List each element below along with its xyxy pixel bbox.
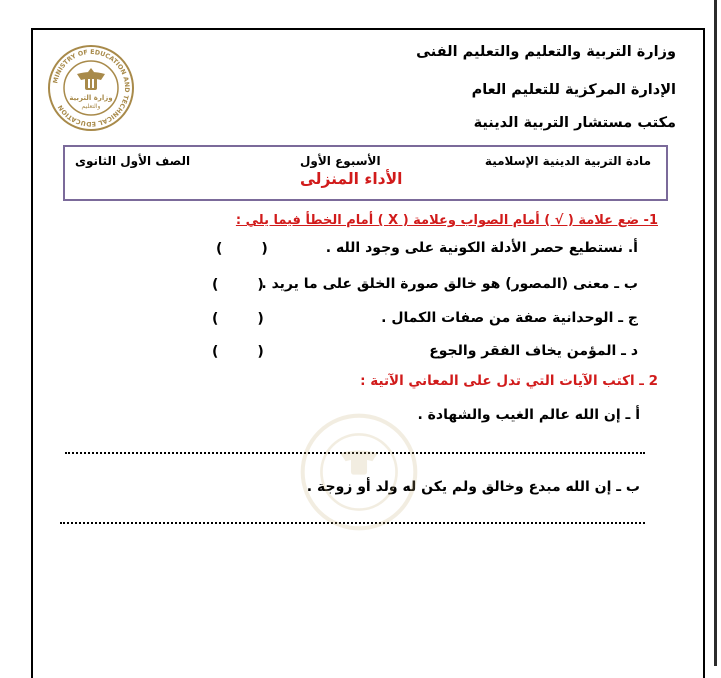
q1-item-d: د ـ المؤمن يخاف الفقر والجوع <box>429 343 638 359</box>
q2-item-b: ب ـ إن الله مبدع وخالق ولم يكن له ولد أو زوجة . <box>306 479 640 495</box>
svg-text:والتعليم: والتعليم <box>81 103 101 110</box>
q2-item-a: أ ـ إن الله عالم الغيب والشهادة . <box>417 407 640 423</box>
watermark-eagle-icon <box>340 451 378 475</box>
ministry-logo <box>47 44 135 132</box>
q1-heading: 1- ضع علامة ( √ ) أمام الصواب وعلامة ( X ) أمام الخطأ فيما يلي : <box>235 213 658 228</box>
svg-text:وزارة التربية: وزارة التربية <box>69 94 113 102</box>
homework-title: الأداء المنزلى <box>300 170 403 188</box>
q1-item-c: ج ـ الوحدانية صفة من صفات الكمال . <box>381 310 638 326</box>
q1-item-b: ب ـ معنى (المصور) هو خالق صورة الخلق على ما يريد . <box>261 276 638 292</box>
q1-answer-b[interactable]: ( ) <box>212 277 264 293</box>
scrollbar-edge <box>714 0 717 666</box>
info-subject: مادة التربية الدينية الإسلامية <box>484 154 651 168</box>
info-week: الأسبوع الأول <box>300 154 381 168</box>
info-grade: الصف الأول الثانوى <box>75 154 191 168</box>
q1-item-a: أ. نستطيع حصر الأدلة الكونية على وجود الله . <box>325 240 638 256</box>
q1-answer-d[interactable]: ( ) <box>212 344 264 360</box>
header-ministry: وزارة التربية والتعليم والتعليم الفنى <box>416 44 676 60</box>
header-office: مكتب مستشار التربية الدينية <box>473 115 676 131</box>
header-directorate: الإدارة المركزية للتعليم العام <box>471 82 676 98</box>
watermark-seal <box>300 413 418 531</box>
q2-heading: 2 ـ اكتب الآيات التي تدل على المعاني الآتية : <box>360 373 658 389</box>
svg-text:MINISTRY OF EDUCATION AND TECH: MINISTRY OF EDUCATION AND TECHNICAL EDUCATION <box>52 48 131 128</box>
q1-answer-c[interactable]: ( ) <box>212 311 264 327</box>
q1-answer-a[interactable]: ( ) <box>216 241 268 257</box>
